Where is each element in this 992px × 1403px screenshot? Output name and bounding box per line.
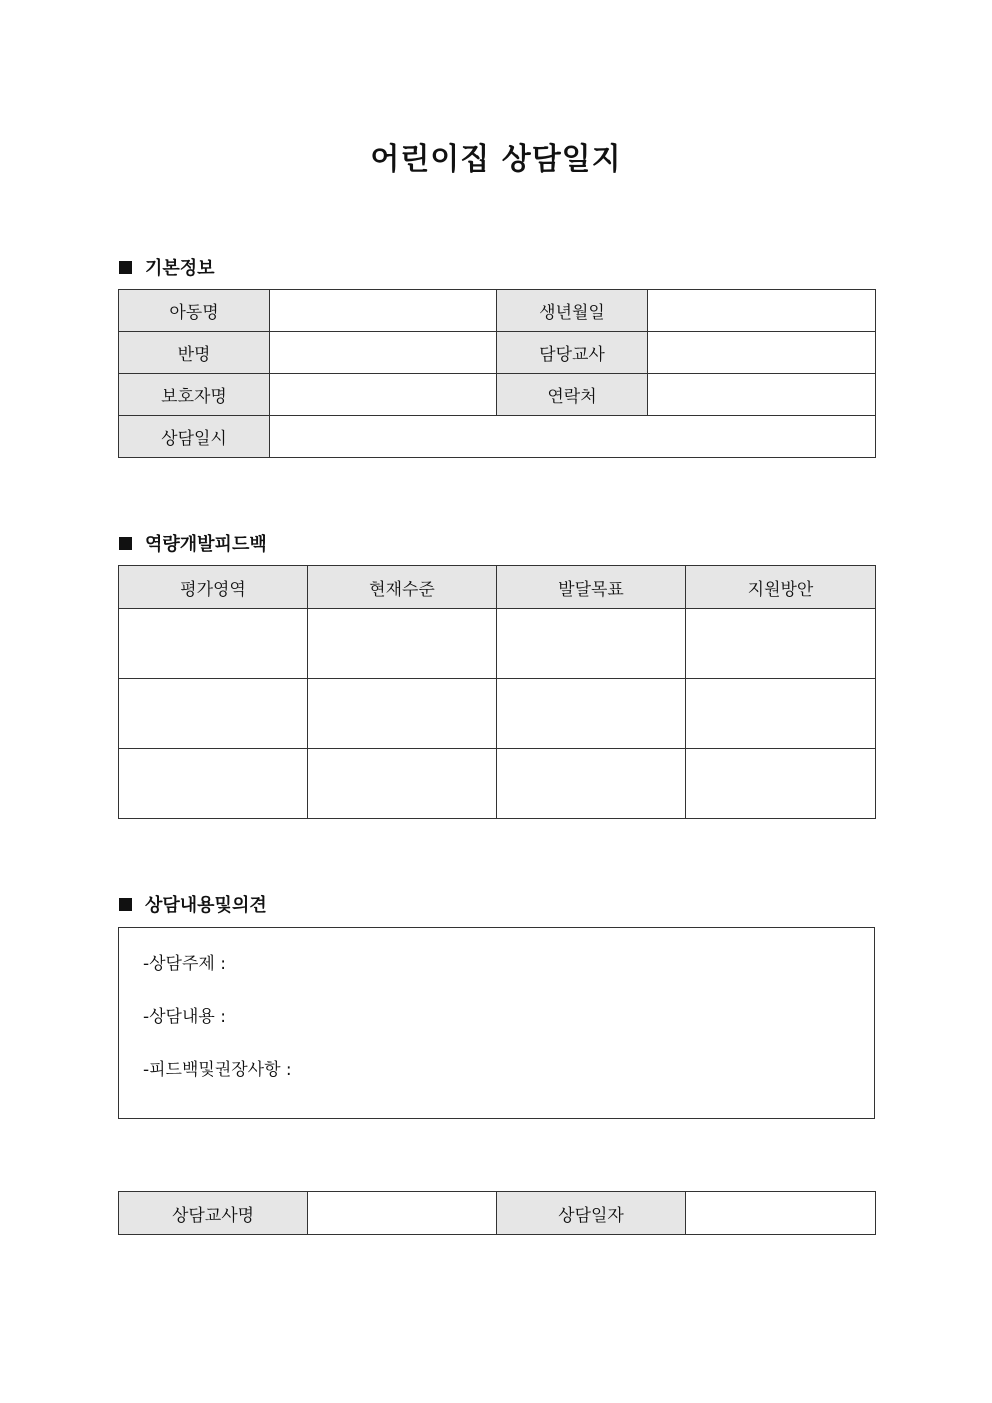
- signature-table: [118, 1191, 876, 1235]
- table-cell[interactable]: [308, 679, 497, 749]
- feedback-table: [118, 565, 876, 819]
- table-row: [119, 374, 876, 416]
- table-row: [119, 290, 876, 332]
- table-cell[interactable]: [308, 609, 497, 679]
- page-title: 어린이집 상담일지: [370, 142, 622, 177]
- opinion-box[interactable]: [118, 927, 875, 1119]
- table-cell[interactable]: [497, 679, 686, 749]
- table-cell[interactable]: [119, 609, 308, 679]
- topic-line: -상담주제 :: [143, 954, 226, 974]
- birth-date-label: 생년월일: [497, 290, 648, 332]
- header-support-plan: 지원방안: [686, 566, 876, 609]
- child-name-label: 아동명: [119, 290, 270, 332]
- square-bullet-icon: [119, 898, 132, 911]
- table-cell[interactable]: [119, 679, 308, 749]
- class-name-label: 반명: [119, 332, 270, 374]
- child-name-field[interactable]: [270, 290, 497, 332]
- table-row: [119, 609, 876, 679]
- section-feedback-heading: [119, 530, 267, 556]
- birth-date-field[interactable]: [648, 290, 876, 332]
- counsel-date-field[interactable]: [686, 1192, 876, 1235]
- contact-label: 연락처: [497, 374, 648, 416]
- table-cell[interactable]: [686, 749, 876, 819]
- table-row: [119, 332, 876, 374]
- counselor-name-label: 상담교사명: [119, 1192, 308, 1235]
- square-bullet-icon: [119, 537, 132, 550]
- table-cell[interactable]: [686, 609, 876, 679]
- class-name-field[interactable]: [270, 332, 497, 374]
- table-row: [119, 679, 876, 749]
- table-cell[interactable]: [686, 679, 876, 749]
- table-cell[interactable]: [119, 749, 308, 819]
- section-opinion-label: 상담내용및의견: [145, 895, 267, 916]
- square-bullet-icon: [119, 261, 132, 274]
- counsel-date-label: 상담일자: [497, 1192, 686, 1235]
- header-development-goal: 발달목표: [497, 566, 686, 609]
- table-header-row: [119, 566, 876, 609]
- table-cell[interactable]: [308, 749, 497, 819]
- table-row: [119, 1192, 876, 1235]
- table-cell[interactable]: [497, 609, 686, 679]
- teacher-field[interactable]: [648, 332, 876, 374]
- header-evaluation-area: 평가영역: [119, 566, 308, 609]
- section-basic-info-heading: [119, 254, 215, 280]
- contact-field[interactable]: [648, 374, 876, 416]
- guardian-label: 보호자명: [119, 374, 270, 416]
- counselor-name-field[interactable]: [308, 1192, 497, 1235]
- datetime-field[interactable]: [270, 416, 876, 458]
- section-basic-info-label: 기본정보: [145, 258, 215, 279]
- content-line: -상담내용 :: [143, 1007, 226, 1027]
- table-row: [119, 416, 876, 458]
- teacher-label: 담당교사: [497, 332, 648, 374]
- section-opinion-heading: [119, 891, 267, 917]
- table-row: [119, 749, 876, 819]
- table-cell[interactable]: [497, 749, 686, 819]
- datetime-label: 상담일시: [119, 416, 270, 458]
- section-feedback-label: 역량개발피드백: [145, 534, 267, 555]
- recommendations-line: -피드백및권장사항 :: [143, 1060, 292, 1080]
- basic-info-table: [118, 289, 876, 458]
- header-current-level: 현재수준: [308, 566, 497, 609]
- guardian-field[interactable]: [270, 374, 497, 416]
